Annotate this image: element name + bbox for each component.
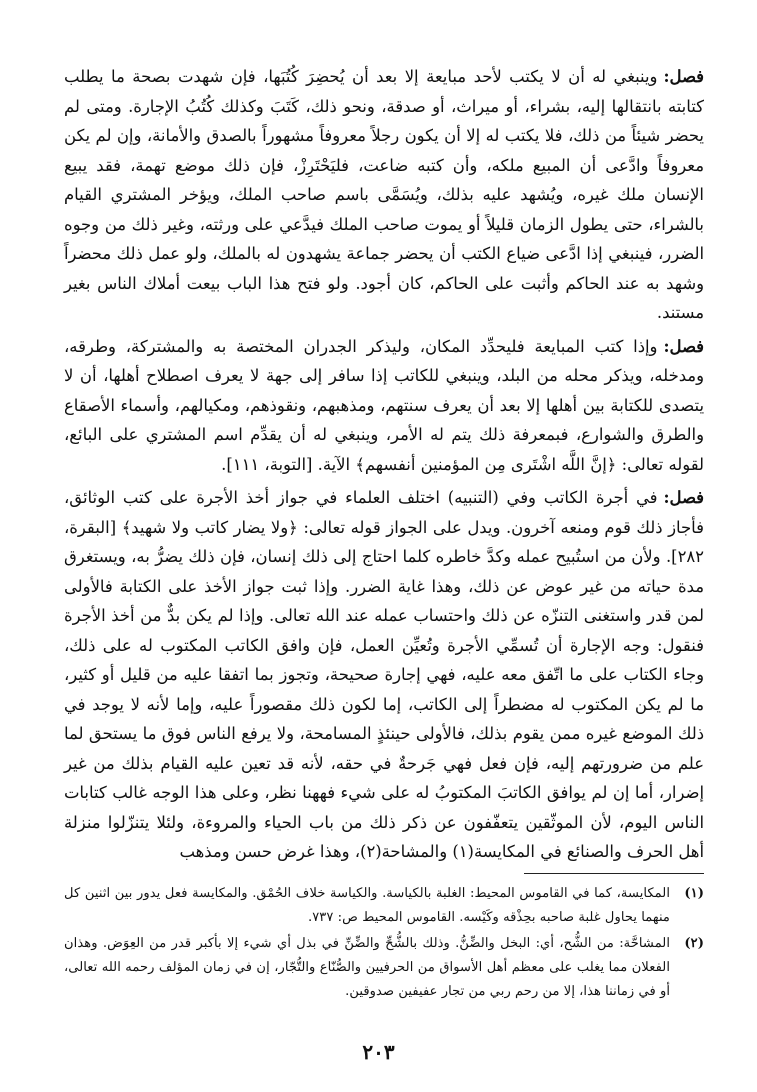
- footnote-1: [64, 882, 704, 930]
- paragraph-1: [64, 62, 704, 328]
- paragraph-text: وينبغي له أن لا يكتب لأحد مبايعة إلا بعد أن يُحضِرَ كُتُبَها، فإن شهدت بصحة ما يطلب كتابته بانتقالها إليه، بشراء، أو ميراث، أو صدقة، ونحو ذلك، كَتَبَ وكذلك كُتُبُ الإجارة. ومتى لم يحضر شيئاً من ذلك، فلا يكتب له إلا أن يكون رجلاً معروفاً مشهوراً بالصدق والأمانة، وإن لم يكن معروفاً وادَّعى أن المبيع ملكه، وأن كتبه ضاعت، فليَحْتَرِزْ، فإن ذلك موضع تهمة، فقد يبيع الإنسان ملك غيره، ويُشهد عليه بذلك، ويُسَمَّى باسم صاحب الملك، ويؤخر المشتري القيام بالشراء، حتى يطول الزمان قليلاً أو يموت صاحب الملك فيدَّعي على ورثته، وغير ذلك من وجوه الضرر، فينبغي إذا ادَّعى ضياع الكتب أن يحضر جماعة يشهدون له بالملك، ولو عمل ذلك محضراً وشهد به عند الحاكم وأثبت على الحاكم، كان أجود. ولو فتح هذا الباب بيعت أملاك الناس بغير مستند.: [64, 67, 704, 322]
- footnote-number: (٢): [684, 935, 704, 951]
- paragraph-text: وإذا كتب المبايعة فليحدِّد المكان، وليذكر الجدران المختصة به والمشتركة، وطرقه، ومدخله، ويذكر محله من البلد، وينبغي للكاتب إذا سافر إلى جهة لا يعرف اصطلاح أهلها، أن لا يتصدى للكتابة بين أهلها إلا بعد أن يعرف سنتهم، ومذهبهم، ونقوذهم، ومكيالهم، وأسماء الأصقاع والطرق والشوارع، فبمعرفة ذلك يتم له الأمر، وينبغي له أن يقدِّم اسم المشتري على البائع، لقوله تعالى: ﴿إنَّ اللَّه اشْتَرى مِن المؤمنين أنفسهم﴾ الآية. [التوبة، ١١١].: [64, 336, 704, 474]
- paragraph-2: [64, 332, 704, 480]
- page-number: ٢٠٣: [362, 1040, 395, 1064]
- paragraph-heading: فصل:: [663, 67, 704, 86]
- footnote-number: (١): [684, 885, 704, 901]
- paragraph-3: [64, 483, 704, 867]
- paragraph-heading: فصل:: [663, 336, 704, 356]
- footnote-2: [64, 932, 704, 1004]
- paragraph-text: في أجرة الكاتب وفي (التنبيه) اختلف العلماء في جواز أخذ الأجرة على كتب الوثائق، فأجاز ذلك قوم ومنعه آخرون. ويدل على الجواز قوله تعالى: ﴿ولا يضار كاتب ولا شهيد﴾ [البقرة، ٢٨٢]. ولأن من استُبيح عمله وكدَّ خاطره كلما احتاج إلى ذلك إنسان، فإن ذلك يضرُّ به، ويستغرق مدة حياته من غير عوض عن ذلك، وهذا غاية الضرر. وإذا ثبت جواز الأخذ على الكتابة فالأولى لمن قدر واستغنى التنزّه عن ذلك واحتساب عمله عند الله تعالى. وإذا لم يكن بدٌّ من أخذ الأجرة فنقول: وجه الإجارة أن تُسمِّي الأجرة وتُعيِّن العمل، فإن وافق الكاتب المكتوب له على ذلك، وجاء الكتاب على ما اتّفق معه عليه، فهي إجارة صحيحة، وتجوز بما اتفقا عليه من قليل أو كثير، ما لم يكن المكتوب له مضطراً إلى الكاتب، إما لكون ذلك مقصوراً عليه، وإما لأنه لا يوجد في ذلك الموضع غيره ممن يقوم بذلك، فالأولى حينئذٍ المسامحة، ولا يرفع الناس فوق ما يستحق لما علم من ضرورتهم إليه، فإن فعل فهي جَرحةٌ في حقه، لأنه قد تعين عليه القيام بذلك من غير إضرار، أما إن لم يوافق الكاتبَ المكتوبُ له على شيء فههنا نظر، وعلى هذا الوجه غالب كتابات الناس اليوم، لأن الموثّقين يتعفّفون عن ذكر ذلك من باب الحياء والمروءة، ولئلا يتنزّلوا منزلة أهل الحرف والصنائع في المكايسة(١) والمشاحة(٢)، وهذا غرض حسن ومذهب: [64, 488, 704, 861]
- paragraph-heading: فصل:: [663, 488, 704, 507]
- page-content: [64, 62, 704, 1006]
- footnote-text: المكايسة، كما في القاموس المحيط: الغلبة بالكياسة. والكياسة خلاف الحُمْق. والمكايسة فعل يدور بين اثنين كل منهما يحاول غلبة صاحبه بحِذْقه وكَيْسه. القاموس المحيط ص: ٧٣٧.: [64, 885, 670, 925]
- footnote-divider: [524, 873, 704, 874]
- footnote-text: المشاحَّة: من الشُّح، أي: البخل والضِّنُّ. وذلك بالشُّحِّ والضِّنِّ في بذل أي شيء إلا بأكبر قدر من العِوَض. وهذان الفعلان مما يغلب على معظم أهل الأسواق من الحرفيين والصُّنّاع والتُّجّار، إن في زمان المؤلف رحمه الله تعالى، أو في زماننا هذا، إلا من رحم ربي من تجار عفيفين صدوقين.: [64, 935, 670, 999]
